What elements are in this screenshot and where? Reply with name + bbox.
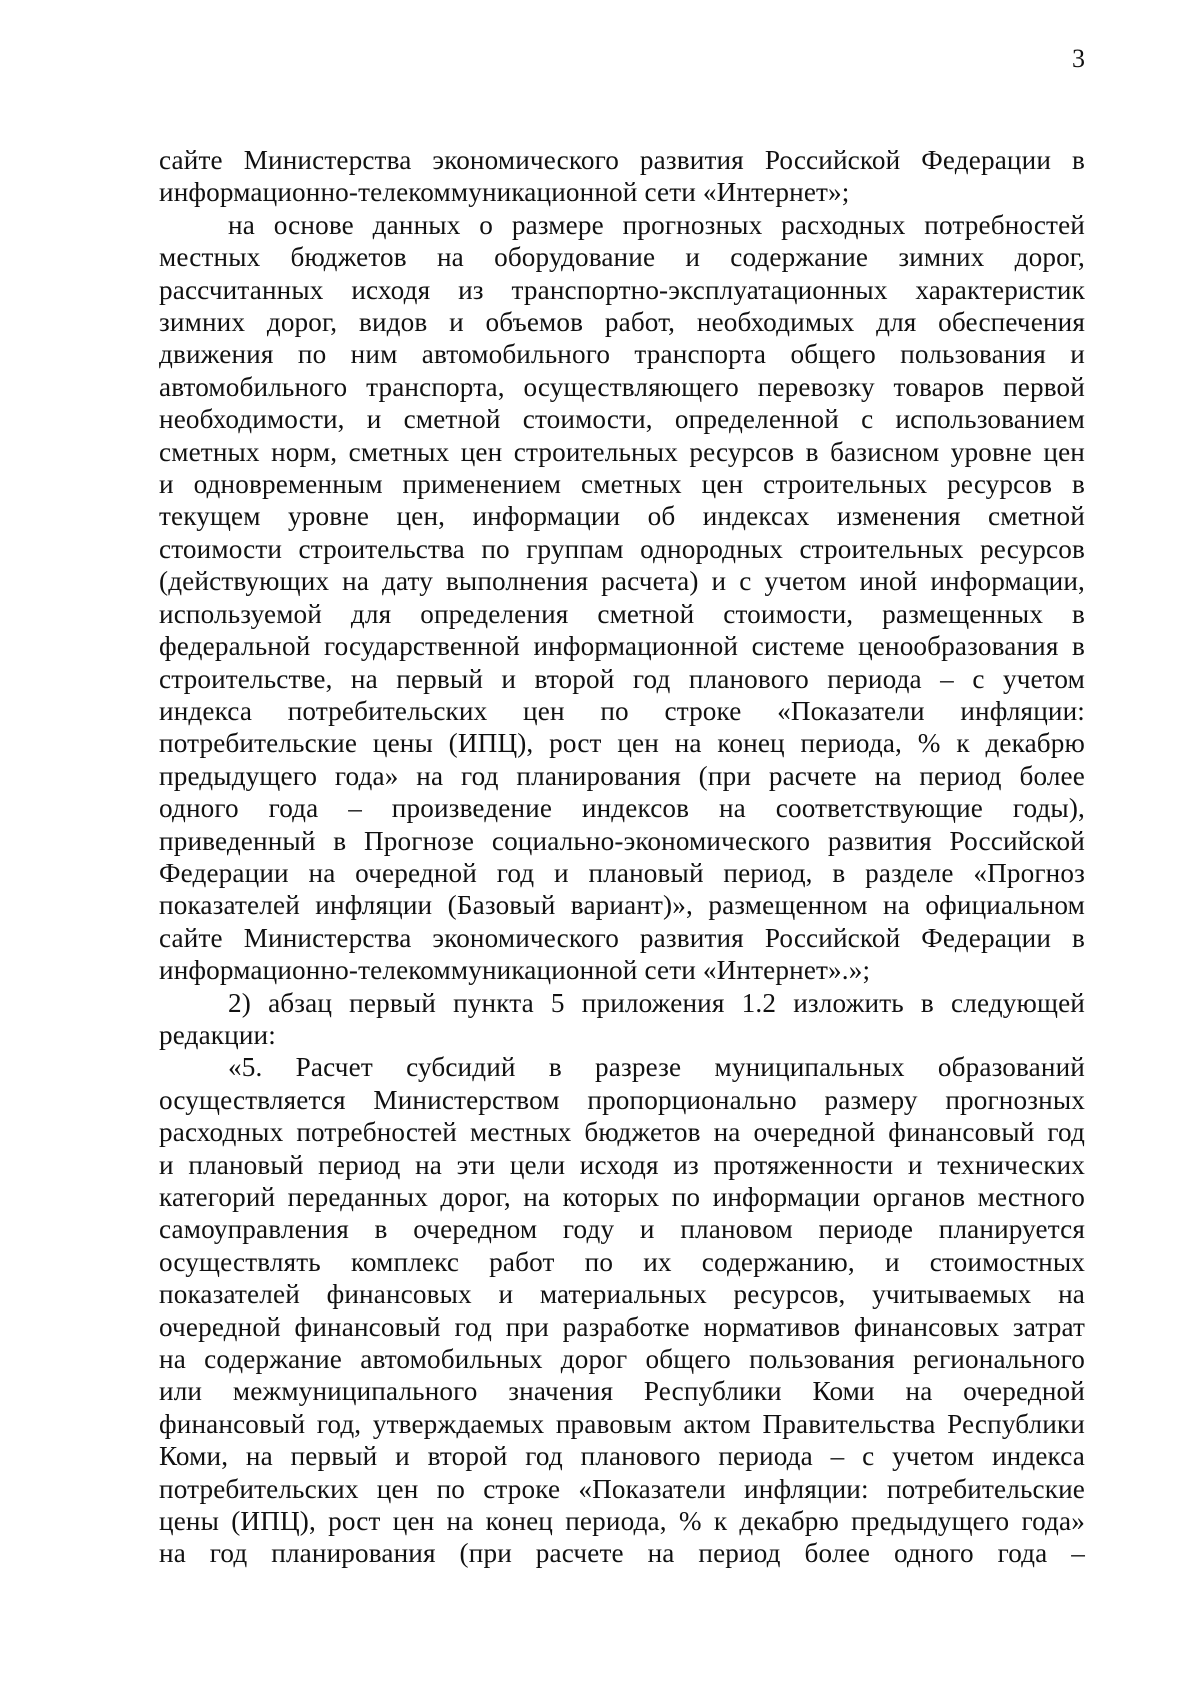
text-line: или межмуниципального значения Республики Коми на очередной [159, 1376, 1085, 1407]
text-line: индекса потребительских цен по строке «Показатели инфляции: [159, 695, 1085, 726]
text-line: движения по ним автомобильного транспорта общего пользования и [159, 339, 1085, 370]
text-line: расходных потребностей местных бюджетов на очередной финансовый год [159, 1117, 1085, 1148]
text-line: строительстве, на первый и второй год планового периода – с учетом [159, 663, 1085, 694]
page-number: 3 [1072, 44, 1085, 73]
text-line: цены (ИПЦ), рост цен на конец периода, % к декабрю предыдущего года» [159, 1506, 1085, 1537]
text-line: текущем уровне цен, информации об индексах изменения сметной [159, 501, 1085, 532]
text-line: и одновременным применением сметных цен строительных ресурсов в [159, 469, 1085, 500]
text-line: местных бюджетов на оборудование и содержание зимних дорог, [159, 242, 1085, 273]
text-line: информационно-телекоммуникационной сети «Интернет»; [159, 177, 850, 208]
text-line: предыдущего года» на год планирования (при расчете на период более [159, 760, 1085, 791]
text-line: финансовый год, утверждаемых правовым актом Правительства Республики [159, 1408, 1085, 1439]
text-line: федеральной государственной информационной системе ценообразования в [159, 631, 1085, 662]
text-line: потребительские цены (ИПЦ), рост цен на конец периода, % к декабрю [159, 728, 1085, 759]
text-line: категорий переданных дорог, на которых по информации органов местного [159, 1182, 1085, 1212]
text-line: одного года – произведение индексов на соответствующие годы), [159, 793, 1085, 824]
text-line: самоуправления в очередном году и плановом периоде планируется [159, 1214, 1085, 1245]
text-line: показателей инфляции (Базовый вариант)», размещенном на официальном [159, 890, 1085, 921]
text-line: потребительских цен по строке «Показатели инфляции: потребительские [159, 1473, 1085, 1504]
text-line: на содержание автомобильных дорог общего пользования регионального [159, 1344, 1085, 1375]
text-line: автомобильного транспорта, осуществляющего перевозку товаров первой [159, 371, 1085, 402]
text-line: на год планирования (при расчете на период более одного года – [159, 1538, 1085, 1569]
text-line: стоимости строительства по группам однородных строительных ресурсов [159, 533, 1085, 564]
text-line: сайте Министерства экономического развития Российской Федерации в [159, 922, 1085, 953]
text-line: необходимости, и сметной стоимости, определенной с использованием [159, 404, 1085, 435]
text-line: Федерации на очередной год и плановый период, в разделе «Прогноз [159, 857, 1085, 888]
text-line: осуществлять комплекс работ по их содержанию, и стоимостных [159, 1246, 1085, 1277]
text-line: показателей финансовых и материальных ресурсов, учитываемых на [159, 1279, 1085, 1310]
text-line: сметных норм, сметных цен строительных ресурсов в базисном уровне цен [159, 436, 1085, 467]
document-body [159, 144, 1085, 1570]
text-line: зимних дорог, видов и объемов работ, необходимых для обеспечения [159, 307, 1085, 338]
text-line: и плановый период на эти цели исходя из протяженности и технических [159, 1149, 1085, 1180]
text-line: очередной финансовый год при разработке нормативов финансовых затрат [159, 1311, 1085, 1342]
text-line: на основе данных о размере прогнозных расходных потребностей [228, 209, 1085, 240]
text-line: Коми, на первый и второй год планового периода – с учетом индекса [159, 1441, 1085, 1472]
text-line: используемой для определения сметной стоимости, размещенных в [159, 598, 1085, 629]
text-line: 2) абзац первый пункта 5 приложения 1.2 изложить в следующей [228, 987, 1085, 1018]
text-line: редакции: [159, 1019, 276, 1050]
text-line: осуществляется Министерством пропорционально размеру прогнозных [159, 1084, 1085, 1115]
text-line: информационно-телекоммуникационной сети «Интернет».»; [159, 955, 871, 986]
text-line: рассчитанных исходя из транспортно-эксплуатационных характеристик [159, 274, 1085, 305]
text-line: приведенный в Прогнозе социально-экономического развития Российской [159, 825, 1085, 856]
text-line: сайте Министерства экономического развития Российской Федерации в [159, 145, 1085, 175]
text-line: «5. Расчет субсидий в разрезе муниципальных образований [228, 1052, 1085, 1083]
text-line: (действующих на дату выполнения расчета) и с учетом иной информации, [159, 566, 1085, 597]
